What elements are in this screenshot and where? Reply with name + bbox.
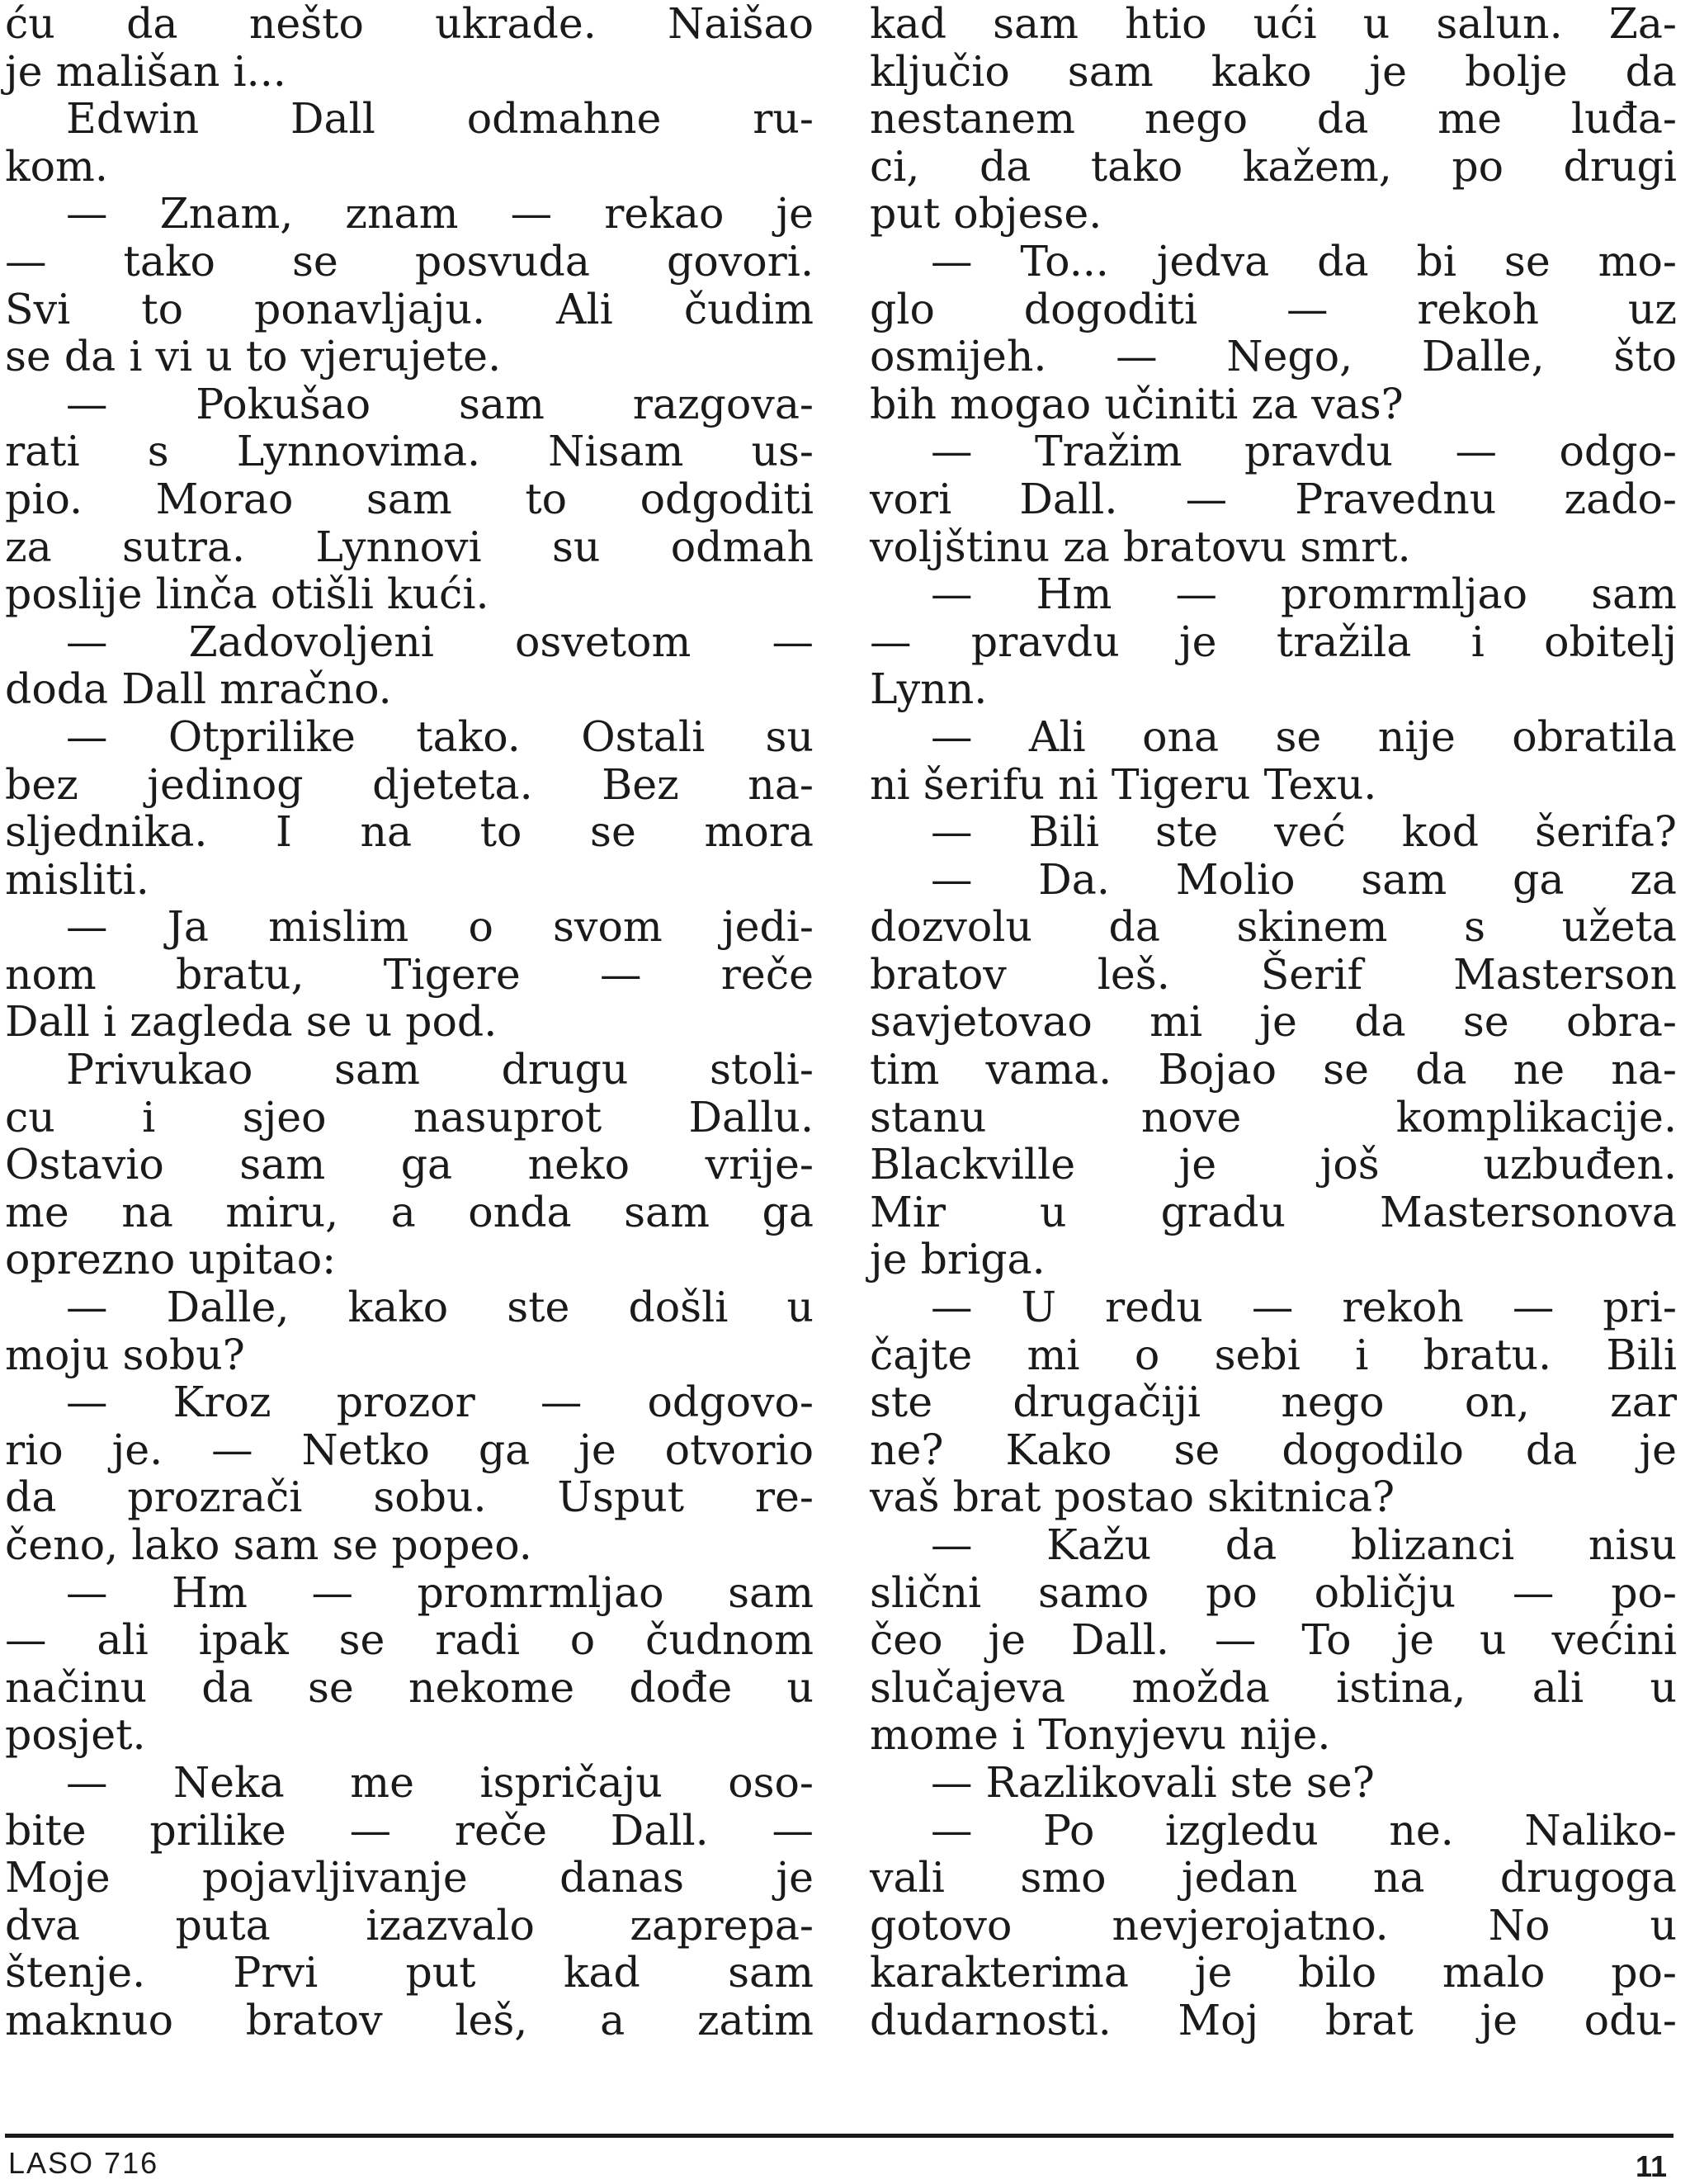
left-text-column bbox=[5, 0, 814, 2045]
text-line: — U redu — rekoh — pri- bbox=[931, 1283, 1677, 1332]
text-line: bez jedinog djeteta. Bez na- bbox=[5, 759, 814, 809]
page-number: 11 bbox=[1635, 2149, 1667, 2183]
text-line: mome i Tonyjevu nije. bbox=[870, 1710, 1331, 1760]
text-line: slični samo po obličju — po- bbox=[870, 1567, 1677, 1617]
text-line: vali smo jedan na drugoga bbox=[870, 1853, 1677, 1903]
text-line: savjetovao mi je da se obra- bbox=[870, 997, 1677, 1047]
text-line: sljednika. I na to se mora bbox=[5, 807, 814, 857]
text-line: Moje pojavljivanje danas je bbox=[5, 1853, 814, 1903]
text-line: voljštinu za bratovu smrt. bbox=[870, 522, 1411, 571]
text-line: put objese. bbox=[870, 189, 1102, 239]
text-line: Dall i zagleda se u pod. bbox=[5, 997, 498, 1047]
text-line: Lynn. bbox=[870, 664, 988, 714]
text-line: kom. bbox=[5, 141, 108, 191]
text-line: doda Dall mračno. bbox=[5, 664, 392, 714]
text-line: dudarnosti. Moj brat je odu- bbox=[870, 1995, 1677, 2045]
text-line: dva puta izazvalo zaprepa- bbox=[5, 1900, 814, 1950]
footer-divider bbox=[5, 2134, 1673, 2138]
text-line: poslije linča otišli kući. bbox=[5, 570, 489, 619]
text-line: nestanem nego da me luđa- bbox=[870, 94, 1677, 144]
text-line: maknuo bratov leš, a zatim bbox=[5, 1995, 814, 2045]
text-line: oprezno upitao: bbox=[5, 1235, 337, 1284]
text-line: načinu da se nekome dođe u bbox=[5, 1662, 814, 1712]
text-line: rati s Lynnovima. Nisam us- bbox=[5, 427, 814, 476]
text-line: cu i sjeo nasuprot Dallu. bbox=[5, 1092, 814, 1142]
text-line: Svi to ponavljaju. Ali čudim bbox=[5, 284, 814, 333]
text-line: Edwin Dall odmahne ru- bbox=[66, 94, 814, 144]
text-line: vori Dall. — Pravednu zado- bbox=[870, 474, 1677, 523]
text-line: nom bratu, Tigere — reče bbox=[5, 949, 814, 999]
text-line: — Kroz prozor — odgovo- bbox=[66, 1378, 814, 1427]
text-line: čeo je Dall. — To je u većini bbox=[870, 1615, 1677, 1665]
text-line: štenje. Prvi put kad sam bbox=[5, 1948, 814, 1997]
text-line: bite prilike — reče Dall. — bbox=[5, 1805, 814, 1855]
text-line: — Razlikovali ste se? bbox=[931, 1757, 1375, 1807]
text-line: je mališan i... bbox=[5, 46, 286, 96]
text-line: za sutra. Lynnovi su odmah bbox=[5, 522, 814, 571]
text-line: — Po izgledu ne. Naliko- bbox=[931, 1805, 1677, 1855]
text-line: me na miru, a onda sam ga bbox=[5, 1187, 814, 1236]
text-line: ću da nešto ukrade. Naišao bbox=[5, 0, 814, 48]
text-line: ci, da tako kažem, po drugi bbox=[870, 141, 1677, 191]
text-line: — Hm — promrmljao sam bbox=[66, 1567, 814, 1617]
text-line: — Tražim pravdu — odgo- bbox=[931, 427, 1677, 476]
text-line: — Znam, znam — rekao je bbox=[66, 189, 814, 239]
text-line: posjet. bbox=[5, 1710, 146, 1760]
right-text-column bbox=[870, 0, 1677, 2045]
text-line: rio je. — Netko ga je otvorio bbox=[5, 1425, 814, 1474]
text-line: ključio sam kako je bolje da bbox=[870, 46, 1677, 96]
text-line: — Ali ona se nije obratila bbox=[931, 711, 1677, 761]
text-line: vaš brat postao skitnica? bbox=[870, 1473, 1395, 1522]
text-line: moju sobu? bbox=[5, 1330, 245, 1379]
text-line: karakterima je bilo malo po- bbox=[870, 1948, 1677, 1997]
text-line: — Da. Molio sam ga za bbox=[931, 854, 1677, 904]
text-line: Mir u gradu Mastersonova bbox=[870, 1187, 1677, 1236]
text-line: dozvolu da skinem s užeta bbox=[870, 902, 1677, 952]
text-line: je briga. bbox=[870, 1235, 1046, 1284]
text-line: — Kažu da blizanci nisu bbox=[931, 1520, 1677, 1569]
text-line: glo dogoditi — rekoh uz bbox=[870, 284, 1677, 333]
text-line: slučajeva možda istina, ali u bbox=[870, 1662, 1677, 1712]
text-line: ni šerifu ni Tigeru Texu. bbox=[870, 759, 1377, 809]
text-line: — To... jedva da bi se mo- bbox=[931, 236, 1677, 286]
text-line: kad sam htio ući u salun. Za- bbox=[870, 0, 1677, 48]
text-line: — Dalle, kako ste došli u bbox=[66, 1283, 814, 1332]
text-line: se da i vi u to vjerujete. bbox=[5, 332, 502, 381]
text-line: bih mogao učiniti za vas? bbox=[870, 379, 1404, 428]
text-line: — Zadovoljeni osvetom — bbox=[66, 617, 814, 666]
text-line: osmijeh. — Nego, Dalle, što bbox=[870, 332, 1677, 381]
publication-label: LASO 716 bbox=[8, 2146, 159, 2180]
text-line: da prozrači sobu. Usput re- bbox=[5, 1473, 814, 1522]
text-line: čajte mi o sebi i bratu. Bili bbox=[870, 1330, 1677, 1379]
text-line: bratov leš. Šerif Masterson bbox=[870, 949, 1677, 999]
text-line: misliti. bbox=[5, 854, 149, 904]
text-line: — Pokušao sam razgova- bbox=[66, 379, 814, 428]
text-line: gotovo nevjerojatno. No u bbox=[870, 1900, 1677, 1950]
text-line: ne? Kako se dogodilo da je bbox=[870, 1425, 1677, 1474]
text-line: — pravdu je tražila i obitelj bbox=[870, 617, 1677, 666]
text-line: Privukao sam drugu stoli- bbox=[66, 1045, 814, 1094]
text-line: — Bili ste već kod šerifa? bbox=[931, 807, 1677, 857]
text-line: tim vama. Bojao se da ne na- bbox=[870, 1045, 1677, 1094]
text-line: — Otprilike tako. Ostali su bbox=[66, 711, 814, 761]
text-line: pio. Morao sam to odgoditi bbox=[5, 474, 814, 523]
text-line: stanu nove komplikacije. bbox=[870, 1092, 1677, 1142]
text-line: — Neka me ispričaju oso- bbox=[66, 1757, 814, 1807]
text-line: čeno, lako sam se popeo. bbox=[5, 1520, 532, 1569]
text-line: Blackville je još uzbuđen. bbox=[870, 1140, 1677, 1189]
text-line: — Hm — promrmljao sam bbox=[931, 570, 1677, 619]
text-line: Ostavio sam ga neko vrije- bbox=[5, 1140, 814, 1189]
text-line: — Ja mislim o svom jedi- bbox=[66, 902, 814, 952]
text-line: ste drugačiji nego on, zar bbox=[870, 1378, 1677, 1427]
text-line: — ali ipak se radi o čudnom bbox=[5, 1615, 814, 1665]
text-line: — tako se posvuda govori. bbox=[5, 236, 814, 286]
